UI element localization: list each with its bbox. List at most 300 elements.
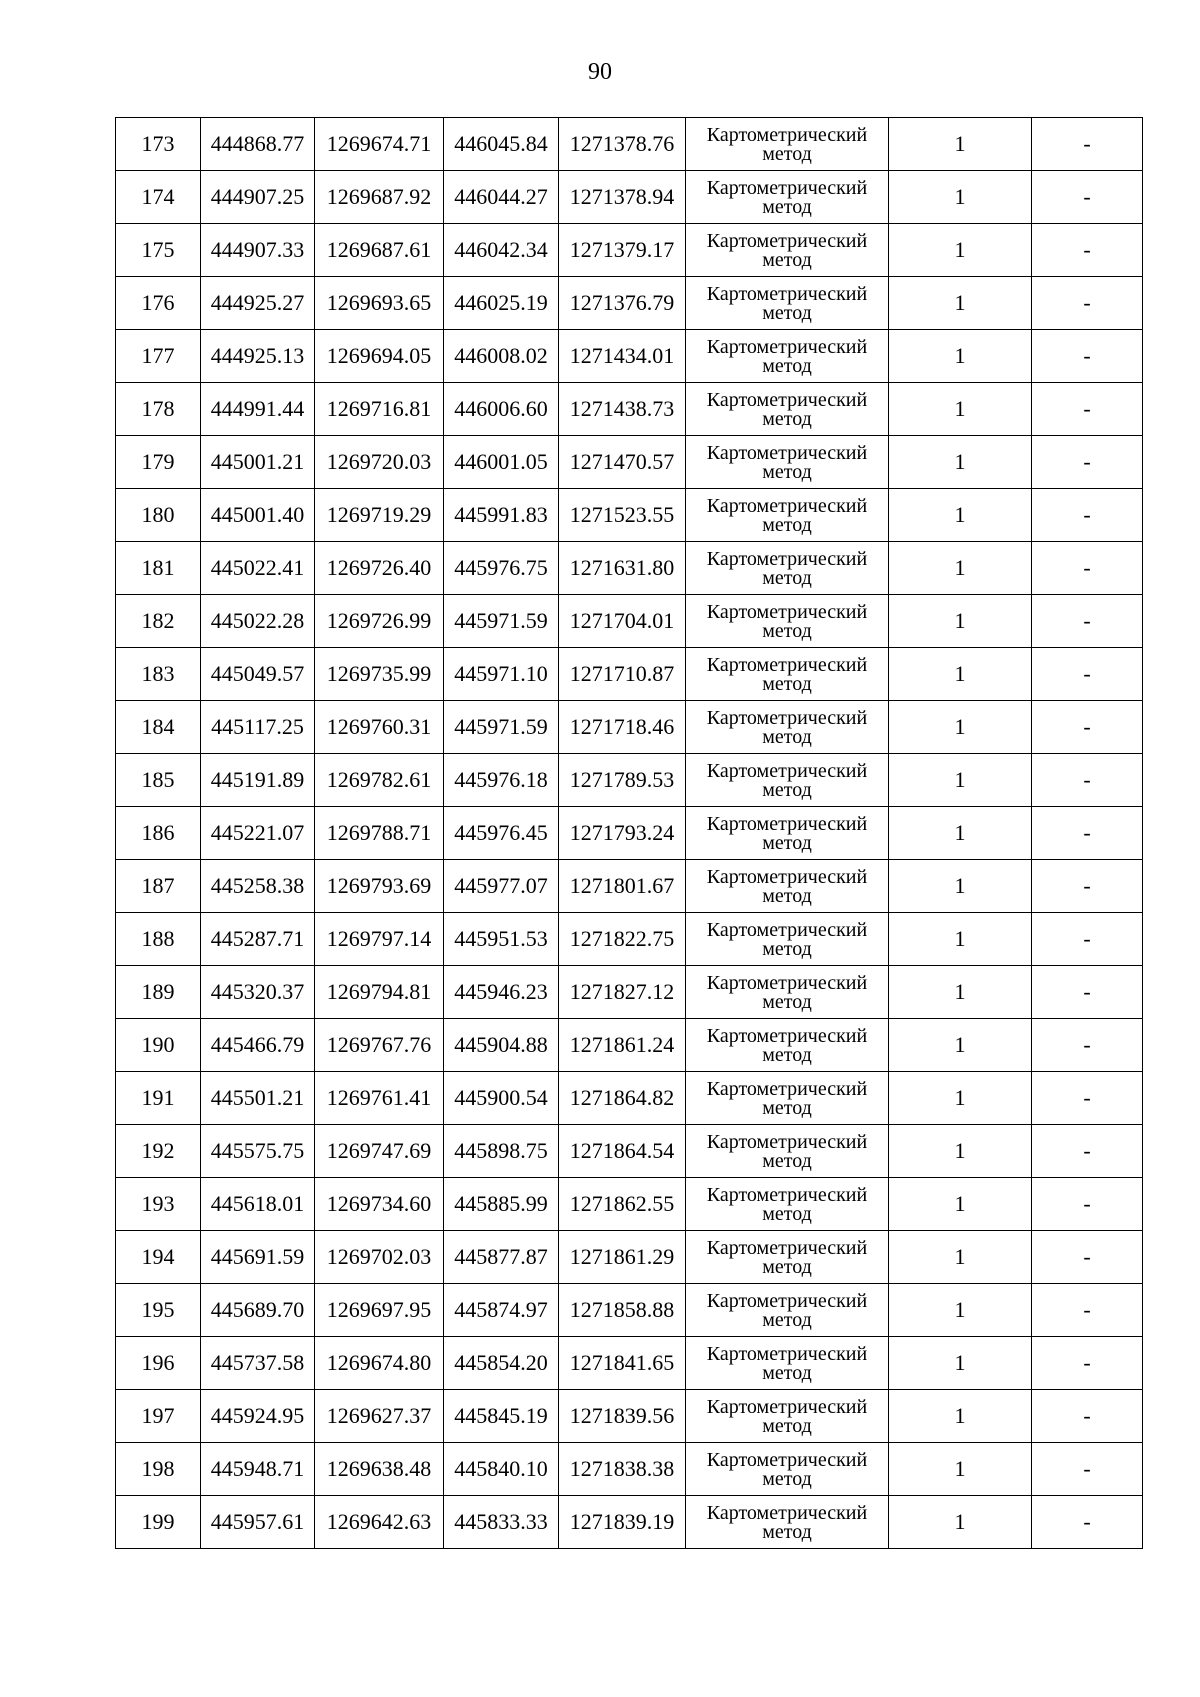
note-cell: - — [1032, 966, 1143, 1019]
coordinates-table — [115, 117, 1143, 1549]
method-cell — [686, 1019, 889, 1072]
point-number-cell: 174 — [116, 171, 201, 224]
note-cell: - — [1032, 860, 1143, 913]
precision-cell: 1 — [889, 542, 1032, 595]
method-cell — [686, 860, 889, 913]
point-number-cell: 179 — [116, 436, 201, 489]
x-new-cell: 446008.02 — [444, 330, 559, 383]
method-line-2: метод — [762, 831, 812, 854]
x-old-cell: 445221.07 — [201, 807, 315, 860]
method-line-1: Картометрический — [706, 1289, 868, 1312]
y-new-cell: 1271839.56 — [559, 1390, 686, 1443]
method-line-1: Картометрический — [706, 176, 868, 199]
y-old-cell: 1269674.71 — [315, 118, 444, 171]
point-number-cell: 192 — [116, 1125, 201, 1178]
method-line-1: Картометрический — [706, 547, 868, 570]
y-new-cell: 1271376.79 — [559, 277, 686, 330]
y-new-cell: 1271864.54 — [559, 1125, 686, 1178]
method-cell — [686, 1178, 889, 1231]
x-old-cell: 444868.77 — [201, 118, 315, 171]
y-new-cell: 1271434.01 — [559, 330, 686, 383]
method-line-2: метод — [762, 407, 812, 430]
y-old-cell: 1269697.95 — [315, 1284, 444, 1337]
x-new-cell: 445877.87 — [444, 1231, 559, 1284]
y-old-cell: 1269734.60 — [315, 1178, 444, 1231]
note-cell: - — [1032, 1178, 1143, 1231]
y-new-cell: 1271862.55 — [559, 1178, 686, 1231]
x-new-cell: 445845.19 — [444, 1390, 559, 1443]
x-old-cell: 445258.38 — [201, 860, 315, 913]
table-row — [116, 1019, 1143, 1072]
method-cell — [686, 436, 889, 489]
table-row — [116, 701, 1143, 754]
method-line-1: Картометрический — [706, 282, 868, 305]
method-cell — [686, 1284, 889, 1337]
method-line-1: Картометрический — [706, 706, 868, 729]
y-new-cell: 1271861.29 — [559, 1231, 686, 1284]
method-line-2: метод — [762, 672, 812, 695]
note-cell: - — [1032, 330, 1143, 383]
method-line-1: Картометрический — [706, 653, 868, 676]
point-number-cell: 182 — [116, 595, 201, 648]
x-old-cell: 445117.25 — [201, 701, 315, 754]
precision-cell: 1 — [889, 1284, 1032, 1337]
y-new-cell: 1271858.88 — [559, 1284, 686, 1337]
precision-cell: 1 — [889, 171, 1032, 224]
table-row — [116, 1496, 1143, 1549]
precision-cell: 1 — [889, 383, 1032, 436]
y-old-cell: 1269693.65 — [315, 277, 444, 330]
y-new-cell: 1271864.82 — [559, 1072, 686, 1125]
method-line-2: метод — [762, 354, 812, 377]
method-line-2: метод — [762, 1361, 812, 1384]
x-old-cell: 444991.44 — [201, 383, 315, 436]
method-cell — [686, 171, 889, 224]
method-line-1: Картометрический — [706, 971, 868, 994]
point-number-cell: 176 — [116, 277, 201, 330]
method-cell — [686, 754, 889, 807]
method-cell — [686, 1443, 889, 1496]
precision-cell: 1 — [889, 330, 1032, 383]
x-new-cell: 446006.60 — [444, 383, 559, 436]
table-row — [116, 118, 1143, 171]
note-cell: - — [1032, 1390, 1143, 1443]
table-row — [116, 436, 1143, 489]
note-cell: - — [1032, 701, 1143, 754]
precision-cell: 1 — [889, 224, 1032, 277]
method-line-2: метод — [762, 460, 812, 483]
table-row — [116, 648, 1143, 701]
x-new-cell: 445874.97 — [444, 1284, 559, 1337]
point-number-cell: 190 — [116, 1019, 201, 1072]
point-number-cell: 197 — [116, 1390, 201, 1443]
method-line-1: Картометрический — [706, 229, 868, 252]
y-old-cell: 1269794.81 — [315, 966, 444, 1019]
table-row — [116, 1125, 1143, 1178]
method-line-2: метод — [762, 778, 812, 801]
method-line-2: метод — [762, 937, 812, 960]
precision-cell: 1 — [889, 966, 1032, 1019]
precision-cell: 1 — [889, 648, 1032, 701]
y-old-cell: 1269760.31 — [315, 701, 444, 754]
method-cell — [686, 1390, 889, 1443]
method-line-1: Картометрический — [706, 1077, 868, 1100]
method-line-2: метод — [762, 301, 812, 324]
point-number-cell: 178 — [116, 383, 201, 436]
table-row — [116, 807, 1143, 860]
table-row — [116, 1390, 1143, 1443]
method-line-2: метод — [762, 1043, 812, 1066]
table-row — [116, 1337, 1143, 1390]
y-old-cell: 1269788.71 — [315, 807, 444, 860]
method-cell — [686, 118, 889, 171]
y-old-cell: 1269694.05 — [315, 330, 444, 383]
y-old-cell: 1269761.41 — [315, 1072, 444, 1125]
method-line-2: метод — [762, 1467, 812, 1490]
x-old-cell: 445022.28 — [201, 595, 315, 648]
method-line-2: метод — [762, 1308, 812, 1331]
x-new-cell: 445885.99 — [444, 1178, 559, 1231]
method-line-2: метод — [762, 566, 812, 589]
method-cell — [686, 1231, 889, 1284]
y-new-cell: 1271801.67 — [559, 860, 686, 913]
y-old-cell: 1269782.61 — [315, 754, 444, 807]
point-number-cell: 195 — [116, 1284, 201, 1337]
method-line-1: Картометрический — [706, 1236, 868, 1259]
point-number-cell: 186 — [116, 807, 201, 860]
y-old-cell: 1269767.76 — [315, 1019, 444, 1072]
y-old-cell: 1269716.81 — [315, 383, 444, 436]
precision-cell: 1 — [889, 754, 1032, 807]
method-line-2: метод — [762, 1202, 812, 1225]
method-cell — [686, 913, 889, 966]
method-cell — [686, 1072, 889, 1125]
note-cell: - — [1032, 118, 1143, 171]
y-new-cell: 1271718.46 — [559, 701, 686, 754]
method-line-1: Картометрический — [706, 600, 868, 623]
point-number-cell: 194 — [116, 1231, 201, 1284]
note-cell: - — [1032, 383, 1143, 436]
page-number: 90 — [588, 59, 612, 85]
x-new-cell: 445854.20 — [444, 1337, 559, 1390]
y-new-cell: 1271523.55 — [559, 489, 686, 542]
x-new-cell: 446044.27 — [444, 171, 559, 224]
precision-cell: 1 — [889, 1443, 1032, 1496]
y-new-cell: 1271631.80 — [559, 542, 686, 595]
x-old-cell: 445001.21 — [201, 436, 315, 489]
x-new-cell: 446001.05 — [444, 436, 559, 489]
method-line-1: Картометрический — [706, 918, 868, 941]
x-old-cell: 445948.71 — [201, 1443, 315, 1496]
table-row — [116, 1072, 1143, 1125]
method-line-2: метод — [762, 725, 812, 748]
method-line-1: Картометрический — [706, 1395, 868, 1418]
method-line-1: Картометрический — [706, 1024, 868, 1047]
x-new-cell: 445946.23 — [444, 966, 559, 1019]
note-cell: - — [1032, 648, 1143, 701]
y-old-cell: 1269702.03 — [315, 1231, 444, 1284]
precision-cell: 1 — [889, 1390, 1032, 1443]
method-cell — [686, 542, 889, 595]
x-old-cell: 445691.59 — [201, 1231, 315, 1284]
method-cell — [686, 1125, 889, 1178]
x-old-cell: 445957.61 — [201, 1496, 315, 1549]
x-new-cell: 445971.59 — [444, 701, 559, 754]
x-new-cell: 445951.53 — [444, 913, 559, 966]
method-line-2: метод — [762, 195, 812, 218]
note-cell: - — [1032, 754, 1143, 807]
y-new-cell: 1271861.24 — [559, 1019, 686, 1072]
precision-cell: 1 — [889, 1231, 1032, 1284]
table-row — [116, 224, 1143, 277]
method-line-1: Картометрический — [706, 1342, 868, 1365]
x-old-cell: 445924.95 — [201, 1390, 315, 1443]
method-line-1: Картометрический — [706, 388, 868, 411]
method-line-1: Картометрический — [706, 441, 868, 464]
point-number-cell: 185 — [116, 754, 201, 807]
method-line-1: Картометрический — [706, 494, 868, 517]
note-cell: - — [1032, 1337, 1143, 1390]
x-new-cell: 445971.10 — [444, 648, 559, 701]
x-new-cell: 446025.19 — [444, 277, 559, 330]
y-new-cell: 1271839.19 — [559, 1496, 686, 1549]
y-new-cell: 1271379.17 — [559, 224, 686, 277]
table-row — [116, 1231, 1143, 1284]
point-number-cell: 187 — [116, 860, 201, 913]
y-old-cell: 1269793.69 — [315, 860, 444, 913]
x-new-cell: 445991.83 — [444, 489, 559, 542]
y-new-cell: 1271438.73 — [559, 383, 686, 436]
y-old-cell: 1269687.61 — [315, 224, 444, 277]
precision-cell: 1 — [889, 489, 1032, 542]
y-new-cell: 1271378.76 — [559, 118, 686, 171]
precision-cell: 1 — [889, 1178, 1032, 1231]
precision-cell: 1 — [889, 807, 1032, 860]
x-old-cell: 445501.21 — [201, 1072, 315, 1125]
point-number-cell: 198 — [116, 1443, 201, 1496]
point-number-cell: 175 — [116, 224, 201, 277]
y-old-cell: 1269747.69 — [315, 1125, 444, 1178]
method-line-2: метод — [762, 619, 812, 642]
method-cell — [686, 330, 889, 383]
x-old-cell: 445618.01 — [201, 1178, 315, 1231]
y-new-cell: 1271838.38 — [559, 1443, 686, 1496]
x-old-cell: 444925.13 — [201, 330, 315, 383]
table-row — [116, 913, 1143, 966]
method-line-1: Картометрический — [706, 812, 868, 835]
point-number-cell: 184 — [116, 701, 201, 754]
x-old-cell: 444907.25 — [201, 171, 315, 224]
method-cell — [686, 383, 889, 436]
table-row — [116, 1284, 1143, 1337]
method-line-2: метод — [762, 248, 812, 271]
y-new-cell: 1271704.01 — [559, 595, 686, 648]
x-old-cell: 445022.41 — [201, 542, 315, 595]
table-row — [116, 383, 1143, 436]
x-new-cell: 445900.54 — [444, 1072, 559, 1125]
precision-cell: 1 — [889, 1019, 1032, 1072]
point-number-cell: 189 — [116, 966, 201, 1019]
method-line-2: метод — [762, 1520, 812, 1543]
x-new-cell: 445833.33 — [444, 1496, 559, 1549]
precision-cell: 1 — [889, 701, 1032, 754]
point-number-cell: 193 — [116, 1178, 201, 1231]
note-cell: - — [1032, 807, 1143, 860]
method-cell — [686, 595, 889, 648]
y-new-cell: 1271841.65 — [559, 1337, 686, 1390]
table-row — [116, 754, 1143, 807]
precision-cell: 1 — [889, 1125, 1032, 1178]
x-old-cell: 445001.40 — [201, 489, 315, 542]
method-line-1: Картометрический — [706, 759, 868, 782]
x-old-cell: 445320.37 — [201, 966, 315, 1019]
table-body — [116, 118, 1143, 1549]
method-cell — [686, 1337, 889, 1390]
note-cell: - — [1032, 224, 1143, 277]
precision-cell: 1 — [889, 1072, 1032, 1125]
precision-cell: 1 — [889, 1337, 1032, 1390]
point-number-cell: 191 — [116, 1072, 201, 1125]
y-old-cell: 1269627.37 — [315, 1390, 444, 1443]
y-old-cell: 1269797.14 — [315, 913, 444, 966]
note-cell: - — [1032, 1019, 1143, 1072]
x-old-cell: 445466.79 — [201, 1019, 315, 1072]
x-old-cell: 445191.89 — [201, 754, 315, 807]
precision-cell: 1 — [889, 595, 1032, 648]
table-row — [116, 330, 1143, 383]
note-cell: - — [1032, 1496, 1143, 1549]
table-row — [116, 542, 1143, 595]
note-cell: - — [1032, 1443, 1143, 1496]
x-new-cell: 446042.34 — [444, 224, 559, 277]
method-line-2: метод — [762, 1149, 812, 1172]
method-line-2: метод — [762, 884, 812, 907]
method-line-2: метод — [762, 142, 812, 165]
x-new-cell: 445976.18 — [444, 754, 559, 807]
x-old-cell: 445287.71 — [201, 913, 315, 966]
method-line-2: метод — [762, 1414, 812, 1437]
method-line-1: Картометрический — [706, 335, 868, 358]
table-row — [116, 966, 1143, 1019]
method-line-1: Картометрический — [706, 1183, 868, 1206]
precision-cell: 1 — [889, 913, 1032, 966]
y-old-cell: 1269720.03 — [315, 436, 444, 489]
precision-cell: 1 — [889, 277, 1032, 330]
y-old-cell: 1269674.80 — [315, 1337, 444, 1390]
method-cell — [686, 1496, 889, 1549]
y-new-cell: 1271822.75 — [559, 913, 686, 966]
point-number-cell: 183 — [116, 648, 201, 701]
note-cell: - — [1032, 1231, 1143, 1284]
method-line-2: метод — [762, 1255, 812, 1278]
point-number-cell: 173 — [116, 118, 201, 171]
x-new-cell: 445976.75 — [444, 542, 559, 595]
method-cell — [686, 807, 889, 860]
y-old-cell: 1269719.29 — [315, 489, 444, 542]
x-old-cell: 444907.33 — [201, 224, 315, 277]
note-cell: - — [1032, 913, 1143, 966]
x-new-cell: 445840.10 — [444, 1443, 559, 1496]
method-line-1: Картометрический — [706, 1130, 868, 1153]
y-new-cell: 1271793.24 — [559, 807, 686, 860]
table-row — [116, 489, 1143, 542]
precision-cell: 1 — [889, 1496, 1032, 1549]
method-cell — [686, 277, 889, 330]
precision-cell: 1 — [889, 860, 1032, 913]
table-row — [116, 171, 1143, 224]
table-row — [116, 860, 1143, 913]
y-new-cell: 1271378.94 — [559, 171, 686, 224]
x-new-cell: 446045.84 — [444, 118, 559, 171]
method-cell — [686, 966, 889, 1019]
x-old-cell: 445049.57 — [201, 648, 315, 701]
method-cell — [686, 489, 889, 542]
point-number-cell: 177 — [116, 330, 201, 383]
table-row — [116, 1443, 1143, 1496]
note-cell: - — [1032, 436, 1143, 489]
note-cell: - — [1032, 1125, 1143, 1178]
precision-cell: 1 — [889, 436, 1032, 489]
y-new-cell: 1271789.53 — [559, 754, 686, 807]
precision-cell: 1 — [889, 118, 1032, 171]
x-new-cell: 445904.88 — [444, 1019, 559, 1072]
x-new-cell: 445898.75 — [444, 1125, 559, 1178]
method-line-2: метод — [762, 1096, 812, 1119]
method-line-2: метод — [762, 990, 812, 1013]
x-new-cell: 445976.45 — [444, 807, 559, 860]
x-old-cell: 445689.70 — [201, 1284, 315, 1337]
table-row — [116, 595, 1143, 648]
x-old-cell: 445737.58 — [201, 1337, 315, 1390]
method-line-1: Картометрический — [706, 865, 868, 888]
y-old-cell: 1269687.92 — [315, 171, 444, 224]
y-new-cell: 1271827.12 — [559, 966, 686, 1019]
point-number-cell: 199 — [116, 1496, 201, 1549]
table-row — [116, 277, 1143, 330]
y-old-cell: 1269726.40 — [315, 542, 444, 595]
y-old-cell: 1269726.99 — [315, 595, 444, 648]
point-number-cell: 181 — [116, 542, 201, 595]
x-old-cell: 444925.27 — [201, 277, 315, 330]
y-new-cell: 1271470.57 — [559, 436, 686, 489]
note-cell: - — [1032, 277, 1143, 330]
note-cell: - — [1032, 595, 1143, 648]
x-new-cell: 445971.59 — [444, 595, 559, 648]
method-cell — [686, 648, 889, 701]
note-cell: - — [1032, 489, 1143, 542]
note-cell: - — [1032, 1284, 1143, 1337]
point-number-cell: 180 — [116, 489, 201, 542]
y-old-cell: 1269642.63 — [315, 1496, 444, 1549]
y-new-cell: 1271710.87 — [559, 648, 686, 701]
note-cell: - — [1032, 171, 1143, 224]
method-line-1: Картометрический — [706, 1448, 868, 1471]
method-cell — [686, 224, 889, 277]
table-row — [116, 1178, 1143, 1231]
point-number-cell: 188 — [116, 913, 201, 966]
y-old-cell: 1269638.48 — [315, 1443, 444, 1496]
method-line-1: Картометрический — [706, 123, 868, 146]
method-line-1: Картометрический — [706, 1501, 868, 1524]
x-new-cell: 445977.07 — [444, 860, 559, 913]
note-cell: - — [1032, 1072, 1143, 1125]
x-old-cell: 445575.75 — [201, 1125, 315, 1178]
point-number-cell: 196 — [116, 1337, 201, 1390]
note-cell: - — [1032, 542, 1143, 595]
y-old-cell: 1269735.99 — [315, 648, 444, 701]
method-line-2: метод — [762, 513, 812, 536]
method-cell — [686, 701, 889, 754]
